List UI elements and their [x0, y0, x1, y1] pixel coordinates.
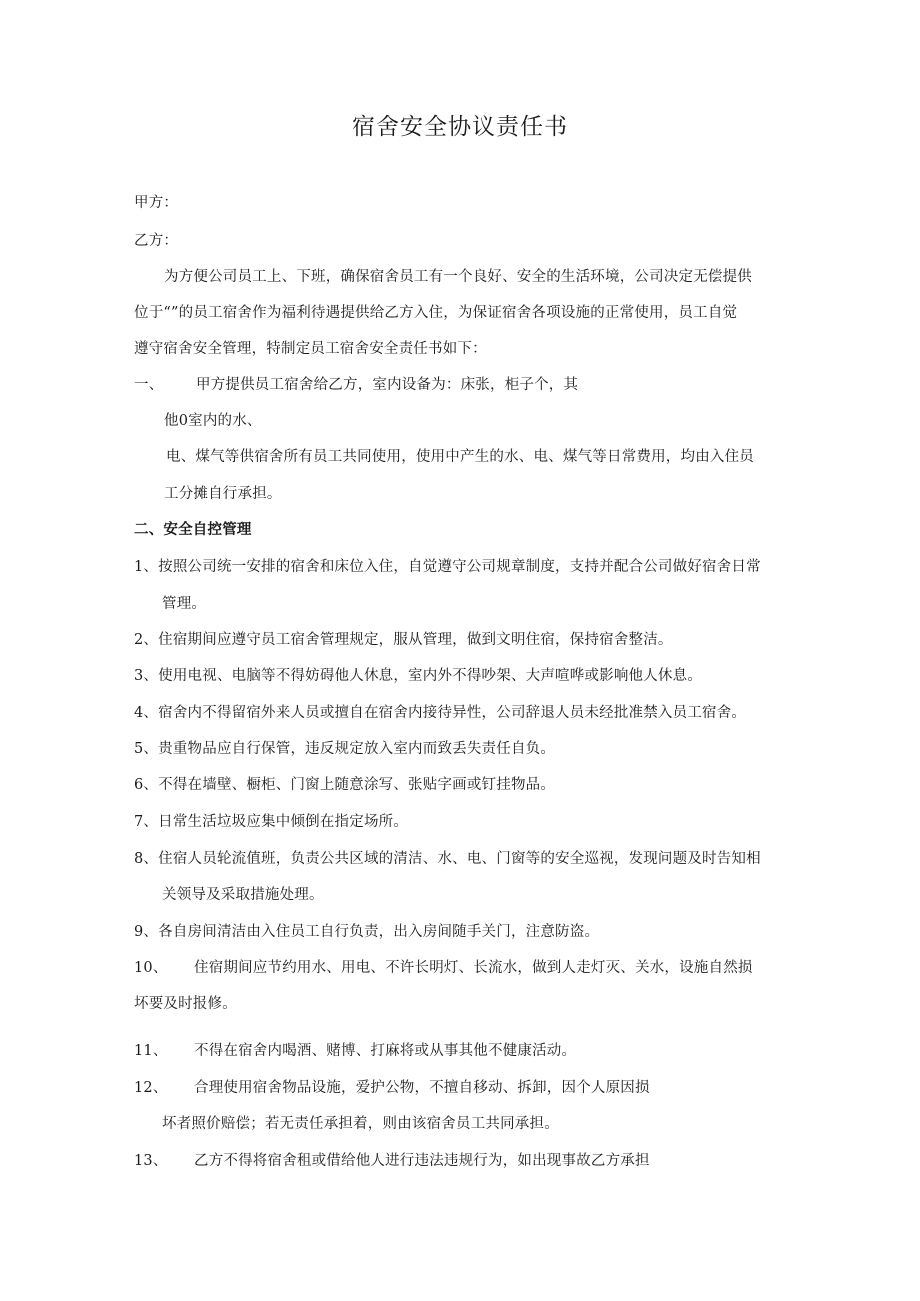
list-item: 7、日常生活垃圾应集中倾倒在指定场所。 — [134, 814, 409, 830]
intro-line: 为方便公司员工上、下班，确保宿舍员工有一个良好、安全的生活环境，公司决定无偿提供 — [164, 269, 752, 285]
party-a-label: 甲方： — [134, 195, 179, 211]
list-item: 10、 住宿期间应节约用水、用电、不许长明灯、长流水，做到人走灯灭、关水，设施自然损 — [134, 960, 753, 976]
list-item: 8、住宿人员轮流值班，负责公共区域的清洁、水、电、门窗等的安全巡视，发现问题及时告知相 — [134, 851, 761, 867]
list-item: 3、使用电视、电脑等不得妨碍他人休息，室内外不得吵架、大声喧哗或影响他人休息。 — [134, 668, 703, 684]
section1-line: 工分摊自行承担。 — [164, 486, 282, 502]
document-title: 宿舍安全协议责任书 — [352, 114, 568, 140]
list-item: 2、住宿期间应遵守员工宿舍管理规定，服从管理，做到文明住宿，保持宿舍整洁。 — [134, 632, 673, 648]
list-item: 4、宿舍内不得留宿外来人员或擅自在宿舍内接待异性，公司辞退人员未经批准禁入员工宿舍。 — [134, 705, 747, 721]
intro-line: 遵守宿舍安全管理，特制定员工宿舍安全责任书如下： — [134, 341, 487, 357]
list-item-continuation: 管理。 — [162, 596, 207, 612]
list-item: 5、贵重物品应自行保管，违反规定放入室内而致丢失责任自负。 — [134, 741, 556, 757]
section1-line: 电、煤气等供宿舍所有员工共同使用，使用中产生的水、电、煤气等日常费用，均由入住员 — [166, 449, 754, 465]
list-item: 6、不得在墙壁、橱柜、门窗上随意涂写、张贴字画或钉挂物品。 — [134, 777, 556, 793]
list-item: 9、各自房间清洁由入住员工自行负责，出入房间随手关门，注意防盗。 — [134, 924, 600, 940]
list-item-continuation: 坏要及时报修。 — [134, 996, 237, 1012]
list-item-continuation: 关领导及采取措施处理。 — [162, 887, 324, 903]
list-item-continuation: 坏者照价赔偿；若无责任承担着，则由该宿舍员工共同承担。 — [162, 1116, 559, 1132]
section1-line: 他0室内的水、 — [164, 413, 262, 429]
intro-line: 位于“”的员工宿舍作为福利待遇提供给乙方入住，为保证宿舍各项设施的正常使用，员工自觉 — [134, 305, 738, 321]
section1-line: 一、 甲方提供员工宿舍给乙方，室内设备为：床张，柜子个，其 — [134, 377, 579, 393]
list-item: 11、 不得在宿舍内喝酒、赌博、打麻将或从事其他不健康活动。 — [134, 1043, 577, 1059]
list-item: 13、 乙方不得将宿舍租或借给他人进行违法违规行为，如出现事故乙方承担 — [134, 1153, 650, 1169]
section2-heading: 二、安全自控管理 — [134, 521, 252, 538]
list-item: 12、 合理使用宿舍物品设施，爱护公物，不擅自移动、拆卸，因个人原因损 — [134, 1080, 650, 1096]
list-item: 1、按照公司统一安排的宿舍和床位入住，自觉遵守公司规章制度，支持并配合公司做好宿舍日常 — [134, 559, 761, 575]
party-b-label: 乙方： — [134, 233, 179, 249]
section1-number: 一、 — [134, 377, 164, 393]
